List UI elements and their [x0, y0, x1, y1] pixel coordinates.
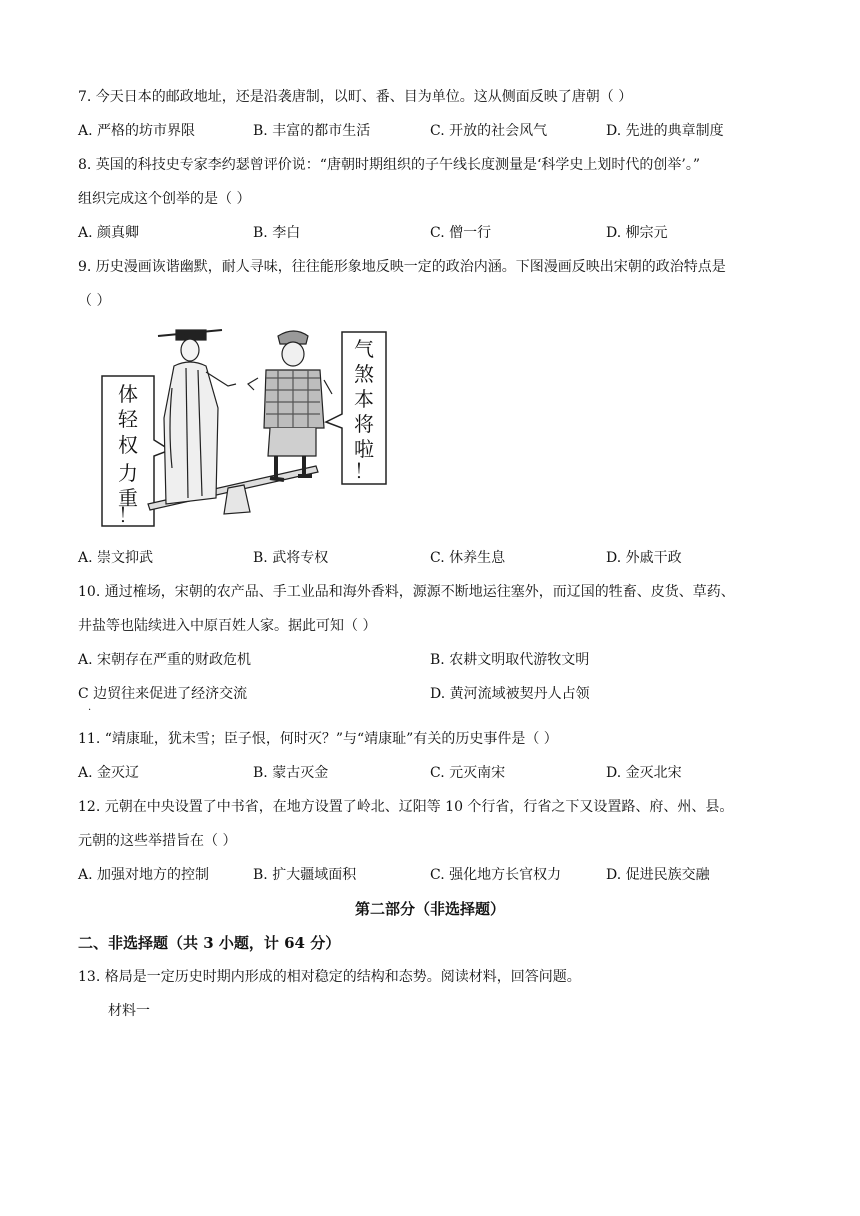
question-9-stem-line2: （ ） [78, 293, 111, 309]
left-bubble-char: ！ [118, 503, 138, 527]
q7-option-d: D. 先进的典章制度 [606, 123, 724, 139]
q10-option-b: B. 农耕文明取代游牧文明 [430, 652, 590, 668]
q8-option-a: A. 颜真卿 [78, 225, 140, 241]
q9-option-d: D. 外戚干政 [606, 550, 682, 566]
question-9-stem-line1: 9. 历史漫画诙谐幽默，耐人寻味，往往能形象地反映一定的政治内涵。下图漫画反映出宋朝的政治特点是 [78, 259, 726, 275]
q7-option-b: B. 丰富的都市生活 [253, 123, 371, 139]
material-one-label: 材料一 [108, 1003, 150, 1019]
question-10-stem-line2: 井盐等也陆续进入中原百姓人家。据此可知（ ） [78, 618, 377, 634]
q12-option-b: B. 扩大疆域面积 [253, 867, 357, 883]
right-bubble-char: 啦 [354, 437, 374, 461]
q11-option-c: C. 元灭南宋 [430, 765, 506, 781]
right-bubble-char: 煞 [354, 362, 374, 386]
q12-option-a: A. 加强对地方的控制 [78, 867, 210, 883]
q11-option-b: B. 蒙古灭金 [253, 765, 329, 781]
question-10-stem-line1: 10. 通过榷场，宋朝的农产品、手工业品和海外香料，源源不断地运往塞外，而辽国的牲畜、皮货、草药、 [78, 584, 735, 600]
left-bubble-text [118, 382, 139, 527]
right-bubble-text [354, 337, 374, 483]
question-8-stem-line1: 8. 英国的科技史专家李约瑟曾评价说：“唐朝时期组织的子午线长度测量是‘科学史上划时代的创举’。” [78, 157, 701, 173]
q12-option-c: C. 强化地方长官权力 [430, 867, 562, 883]
q9-option-c: C. 休养生息 [430, 550, 506, 566]
right-bubble-char: 将 [354, 412, 374, 436]
question-7-stem: 7. 今天日本的邮政地址，还是沿袭唐制，以町、番、目为单位。这从侧面反映了唐朝（ ） [78, 89, 633, 105]
question-12-stem-line2: 元朝的这些举措旨在（ ） [78, 833, 237, 849]
q11-option-d: D. 金灭北宋 [606, 765, 682, 781]
part-two-title: 第二部分（非选择题） [354, 900, 505, 918]
question-11-stem: 11. “靖康耻，犹未雪；臣子恨，何时灭？”与“靖康耻”有关的历史事件是（ ） [78, 731, 558, 747]
left-bubble-char: 体 [118, 382, 138, 406]
right-bubble-char: ！ [354, 459, 374, 483]
q8-option-d: D. 柳宗元 [606, 225, 668, 241]
right-bubble-char: 本 [354, 387, 374, 411]
q9-option-b: B. 武将专权 [253, 550, 329, 566]
right-bubble-char: 气 [354, 337, 374, 361]
general-figure [248, 331, 332, 480]
left-bubble-char: 轻 [118, 407, 138, 431]
q12-option-d: D. 促进民族交融 [606, 867, 710, 883]
q11-option-a: A. 金灭辽 [78, 765, 140, 781]
q7-option-c: C. 开放的社会风气 [430, 123, 548, 139]
left-bubble-char: 重 [118, 486, 138, 510]
stray-dot-mark: . [88, 702, 92, 713]
q8-option-b: B. 李白 [253, 225, 301, 241]
question-8-stem-line2: 组织完成这个创举的是（ ） [78, 191, 251, 207]
q10-option-a: A. 宋朝存在严重的财政危机 [78, 652, 252, 668]
question-12-stem-line1: 12. 元朝在中央设置了中书省，在地方设置了岭北、辽阳等 10 个行省，行省之下又设置路、府、州、县。 [78, 799, 734, 815]
left-bubble-char: 力 [118, 461, 138, 485]
civil-official-figure [158, 330, 236, 504]
q9-option-a: A. 崇文抑武 [78, 550, 154, 566]
q10-option-d: D. 黄河流域被契丹人占领 [430, 686, 590, 702]
question-13-stem: 13. 格局是一定历史时期内形成的相对稳定的结构和态势。阅读材料，回答问题。 [78, 969, 581, 985]
q10-option-c: C 边贸往来促进了经济交流 [78, 686, 248, 702]
section-two-heading: 二、非选择题（共 3 小题，计 64 分） [78, 934, 341, 952]
political-cartoon-image [98, 328, 388, 534]
q8-option-c: C. 僧一行 [430, 225, 492, 241]
left-bubble-char: 权 [118, 433, 138, 457]
q7-option-a: A. 严格的坊市界限 [78, 123, 196, 139]
